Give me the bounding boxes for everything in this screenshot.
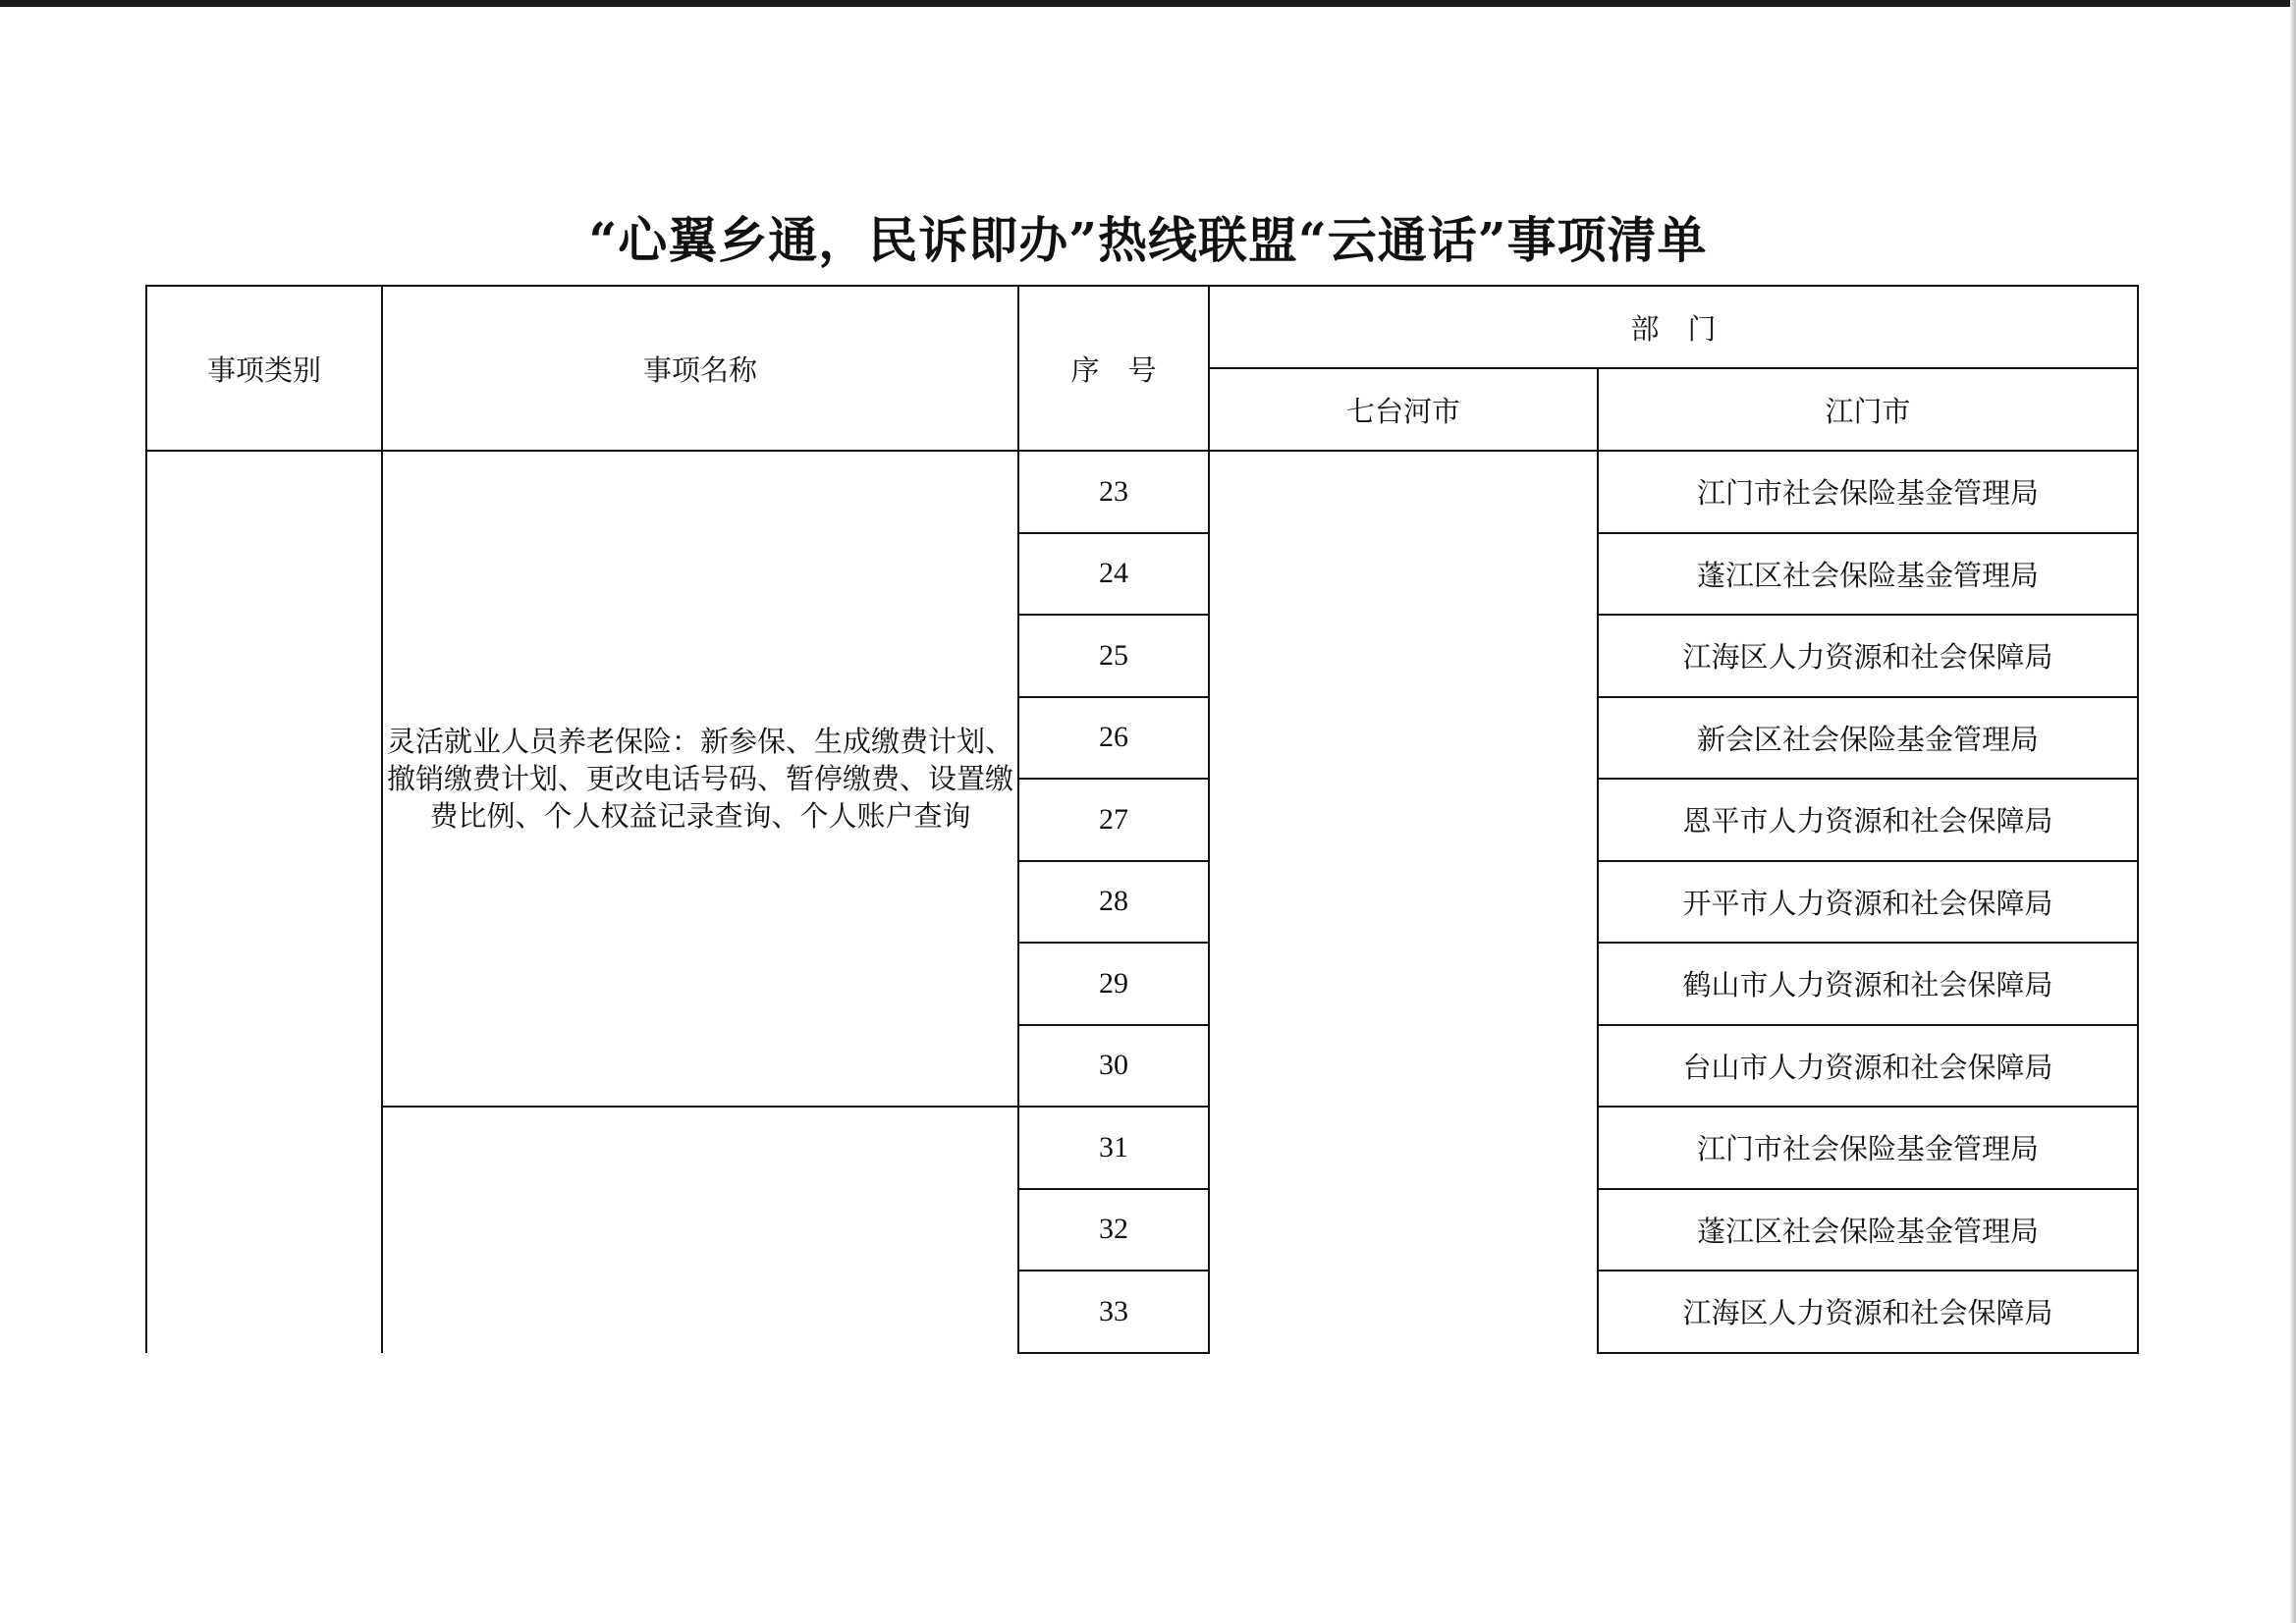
- seq-cell: 24: [1018, 533, 1209, 616]
- jiangmen-dept-cell: 蓬江区社会保险基金管理局: [1598, 533, 2138, 616]
- header-dept: 部 门: [1209, 286, 2138, 368]
- scan-border-top: [0, 0, 2296, 7]
- seq-cell: 30: [1018, 1025, 1209, 1108]
- jiangmen-dept-cell: 蓬江区社会保险基金管理局: [1598, 1189, 2138, 1271]
- table-row: [146, 451, 2138, 533]
- seq-cell: 31: [1018, 1107, 1209, 1189]
- qitaihe-dept-cell: [1209, 451, 1598, 1353]
- table-row: [146, 1107, 2138, 1189]
- items-table: [145, 285, 2139, 1354]
- document-title: “心翼乡通，民诉即办”热线联盟“云通话”事项清单: [588, 211, 1708, 269]
- jiangmen-dept-cell: 江门市社会保险基金管理局: [1598, 451, 2138, 533]
- jiangmen-dept-cell: 鹤山市人力资源和社会保障局: [1598, 943, 2138, 1025]
- jiangmen-dept-cell: 恩平市人力资源和社会保障局: [1598, 779, 2138, 861]
- jiangmen-dept-cell: 江海区人力资源和社会保障局: [1598, 1271, 2138, 1353]
- header-city-jiangmen: 江门市: [1598, 368, 2138, 451]
- seq-cell: 28: [1018, 861, 1209, 944]
- header-city-qitaihe: 七台河市: [1209, 368, 1598, 451]
- category-cell: [146, 451, 382, 1353]
- seq-cell: 32: [1018, 1189, 1209, 1271]
- seq-cell: 33: [1018, 1271, 1209, 1353]
- seq-cell: 29: [1018, 943, 1209, 1025]
- jiangmen-dept-cell: 江门市社会保险基金管理局: [1598, 1107, 2138, 1189]
- seq-cell: 25: [1018, 615, 1209, 697]
- seq-cell: 26: [1018, 697, 1209, 780]
- item-name-cell: [382, 1107, 1018, 1353]
- header-seq: 序 号: [1018, 286, 1209, 451]
- jiangmen-dept-cell: 开平市人力资源和社会保障局: [1598, 861, 2138, 944]
- seq-cell: 23: [1018, 451, 1209, 533]
- seq-cell: 27: [1018, 779, 1209, 861]
- item-name-cell: 灵活就业人员养老保险：新参保、生成缴费计划、撤销缴费计划、更改电话号码、暂停缴费、设置缴费比例、个人权益记录查询、个人账户查询: [382, 451, 1018, 1107]
- jiangmen-dept-cell: 江海区人力资源和社会保障局: [1598, 615, 2138, 697]
- jiangmen-dept-cell: 台山市人力资源和社会保障局: [1598, 1025, 2138, 1108]
- header-category: 事项类别: [146, 286, 382, 451]
- jiangmen-dept-cell: 新会区社会保险基金管理局: [1598, 697, 2138, 780]
- header-item-name: 事项名称: [382, 286, 1018, 451]
